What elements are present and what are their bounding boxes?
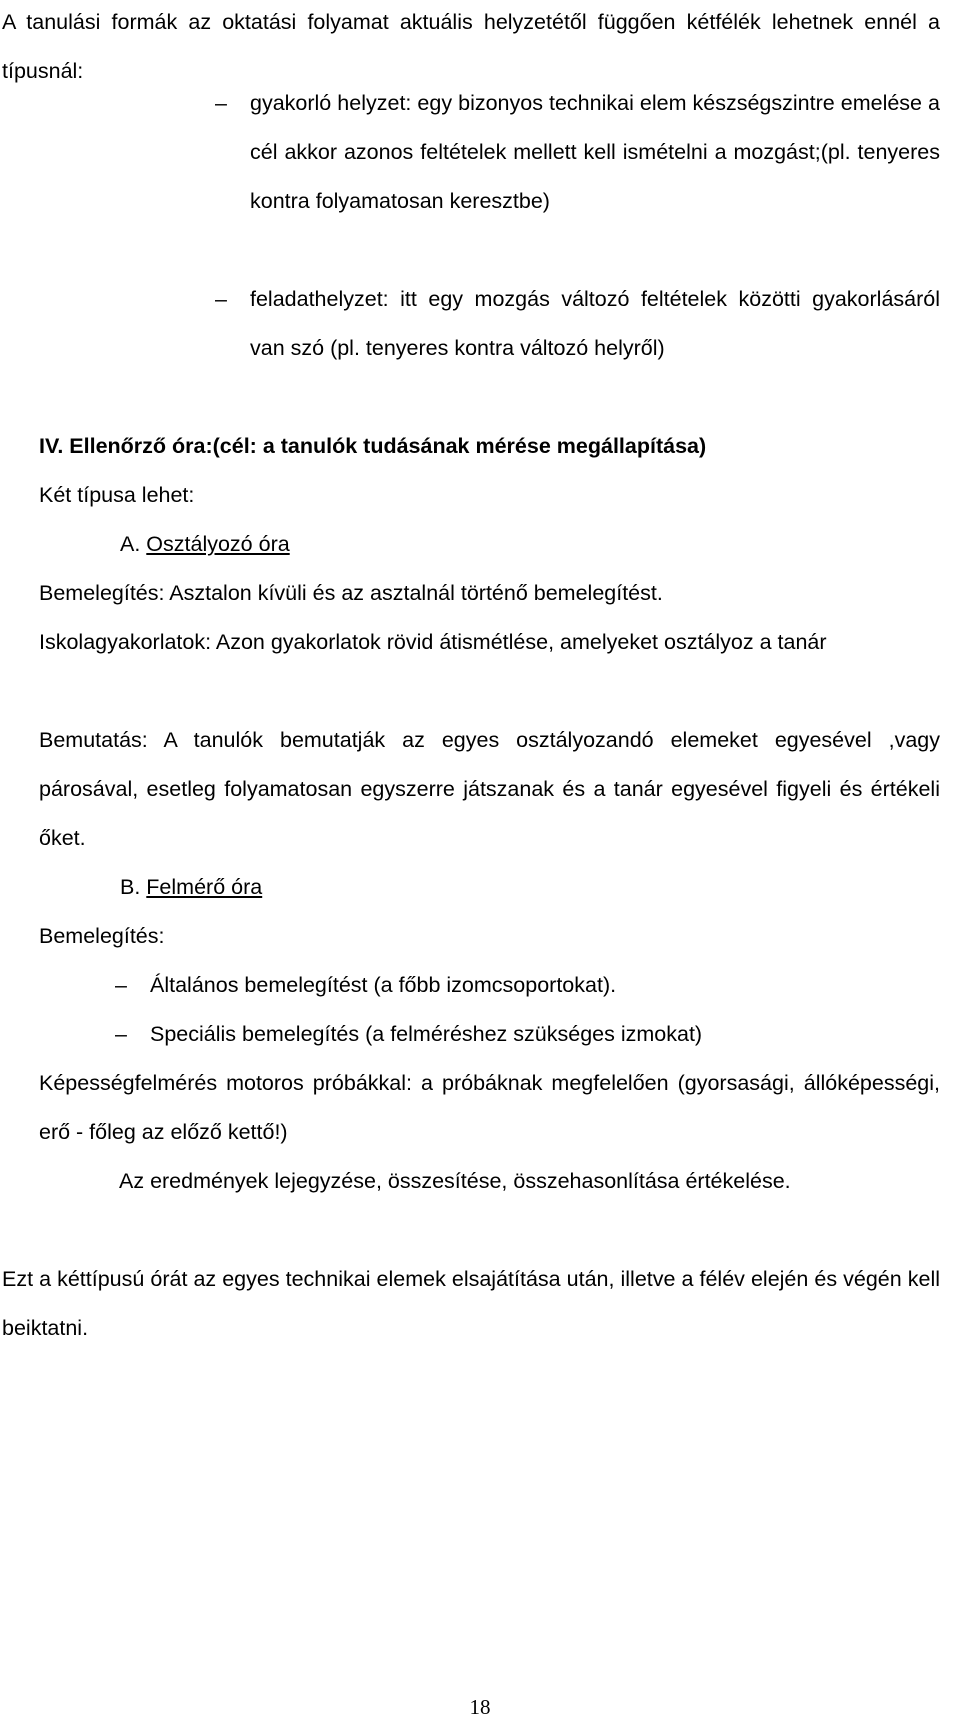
results-paragraph: Az eredmények lejegyzése, összesítése, összehasonlítása értékelése. (119, 1169, 791, 1193)
type-a-prefix: A. (120, 532, 147, 556)
dash-bullet: – (215, 287, 227, 311)
two-types-line: Két típusa lehet: (39, 483, 195, 507)
type-a-title: Osztályozó óra (146, 532, 290, 556)
type-b-prefix: B. (120, 875, 147, 899)
page-number: 18 (469, 1695, 491, 1719)
school-exercises-paragraph: Iskolagyakorlatok: Azon gyakorlatok rövid átismétlése, amelyeket osztályoz a tanár (39, 630, 827, 654)
dash-bullet: – (115, 973, 127, 997)
warmup-a-paragraph: Bemelegítés: Asztalon kívüli és az asztalnál történő bemelegítést. (39, 581, 663, 605)
demonstration-paragraph: Bemutatás: A tanulók bemutatják az egyes osztályozandó elemeket egyesével ,vagy párosával, esetleg folyamatosan egyszerre játszanak és a tanár egyesével figyeli és értékeli őket. (39, 728, 940, 850)
intro-paragraph: A tanulási formák az oktatási folyamat aktuális helyzetétől függően kétfélék lehetnek ennél a típusnál: (2, 10, 940, 83)
dash-bullet: – (115, 1022, 127, 1046)
warmup-b-paragraph: Bemelegítés: (39, 924, 165, 948)
type-b-heading (120, 863, 262, 912)
general-warmup-text: Általános bemelegítést (a főbb izomcsoportokat). (150, 973, 617, 997)
fitness-test-paragraph: Képességfelmérés motoros próbákkal: a próbáknak megfelelően (gyorsasági, állóképességi, erő - főleg az előző kettő!) (39, 1071, 940, 1144)
type-b-title: Felmérő óra (146, 875, 263, 899)
type-a-heading (120, 520, 290, 569)
practice-text: gyakorló helyzet: egy bizonyos technikai elem készségszintre emelése a cél akkor azonos feltételek mellett kell ismételni a mozgást;(pl. tenyeres kontra folyamatosan keresztbe) (250, 91, 940, 213)
dash-bullet: – (215, 91, 227, 115)
task-text: feladathelyzet: itt egy mozgás változó feltételek közötti gyakorlásáról van szó (pl. tenyeres kontra változó helyről) (250, 287, 940, 360)
section-heading: IV. Ellenőrző óra:(cél: a tanulók tudásának mérése megállapítása) (39, 434, 707, 458)
special-warmup-text: Speciális bemelegítés (a felméréshez szükséges izmokat) (150, 1022, 703, 1046)
closing-paragraph: Ezt a kéttípusú órát az egyes technikai elemek elsajátítása után, illetve a félév elején és végén kell beiktatni. (2, 1267, 940, 1340)
